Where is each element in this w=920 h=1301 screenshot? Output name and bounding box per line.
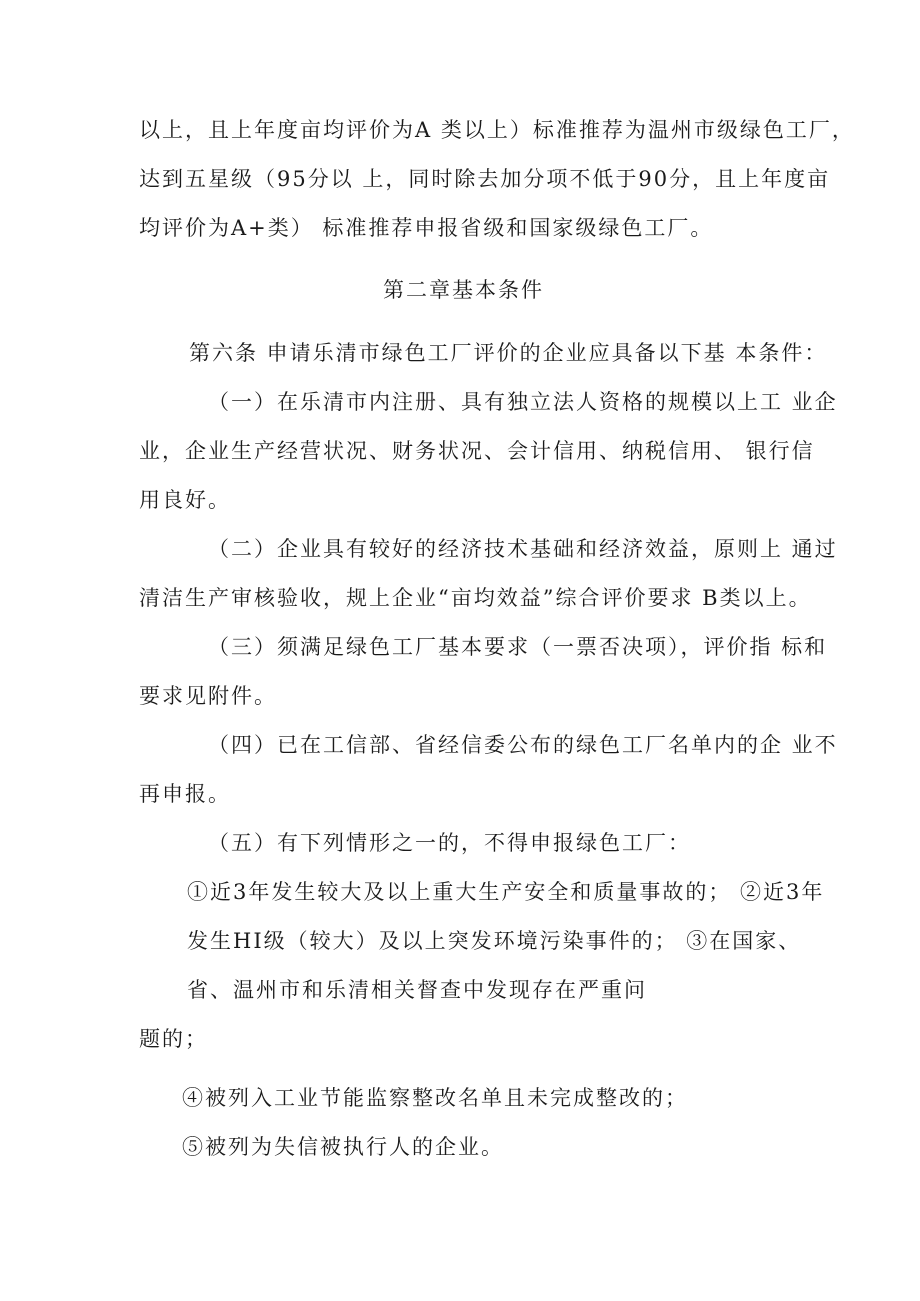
text-line: （一）在乐清市内注册、具有独立法人资格的规模以上工 业企 xyxy=(208,390,838,414)
text-line: 题的； xyxy=(139,1027,208,1051)
text-line: ①近3年发生较大及以上重大生产安全和质量事故的； ②近3年 xyxy=(187,880,825,904)
text-line: 以上，且上年度亩均评价为A 类以上）标准推荐为温州市级绿色工厂， xyxy=(139,118,855,142)
text-line: 要求见附件。 xyxy=(139,684,277,708)
text-line: （五）有下列情形之一的，不得申报绿色工厂： xyxy=(208,831,691,855)
text-line: ⑤被列为失信被执行人的企业。 xyxy=(182,1135,504,1159)
text-line: （二）企业具有较好的经济技术基础和经济效益，原则上 通过 xyxy=(208,537,838,561)
text-line: 用良好。 xyxy=(139,488,231,512)
text-line: 省、温州市和乐清相关督查中发现存在严重问 xyxy=(187,978,647,1002)
text-line: 再申报。 xyxy=(139,782,231,806)
text-line: 发生HI级（较大）及以上突发环境污染事件的； ③在国家、 xyxy=(187,929,802,953)
text-line: 达到五星级（95分以 上，同时除去加分项不低于90分，且上年度亩 xyxy=(139,167,831,191)
text-line: （四）已在工信部、省经信委公布的绿色工厂名单内的企 业不 xyxy=(208,733,838,757)
text-line: ④被列入工业节能监察整改名单且未完成整改的； xyxy=(182,1086,688,1110)
text-line: 业，企业生产经营状况、财务状况、会计信用、纳税信用、 银行信 xyxy=(139,439,815,463)
text-line: （三）须满足绿色工厂基本要求（一票否决项），评价指 标和 xyxy=(208,635,828,659)
article-heading: 第六条 申请乐清市绿色工厂评价的企业应具备以下基 本条件： xyxy=(189,341,828,365)
text-line: 清洁生产审核验收，规上企业“亩均效益”综合评价要求 B类以上。 xyxy=(139,586,812,610)
chapter-heading: 第二章基本条件 xyxy=(383,278,544,302)
text-line: 均评价为A+类） 标准推荐申报省级和国家级绿色工厂。 xyxy=(139,216,714,240)
